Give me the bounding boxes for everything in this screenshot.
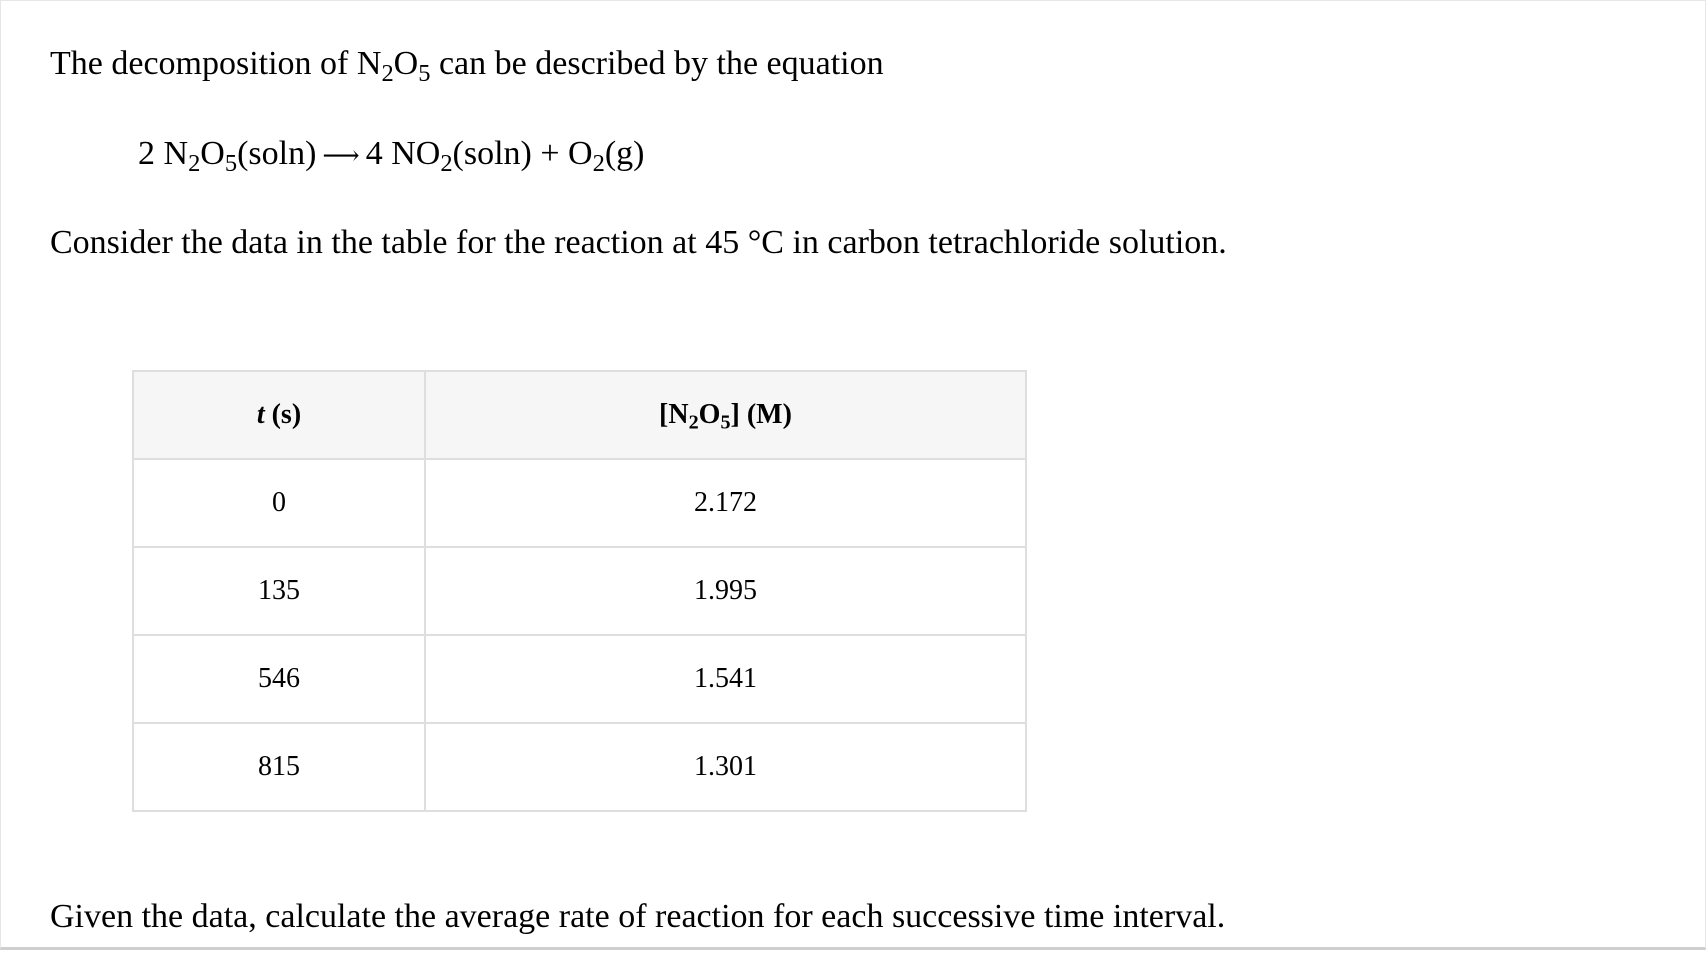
concentration-cell: 2.172 bbox=[425, 459, 1026, 547]
product-2-phase: (g) bbox=[604, 135, 645, 172]
intro-subscript-o: 5 bbox=[418, 59, 431, 87]
table-header-row bbox=[133, 371, 1026, 459]
intro-text bbox=[50, 44, 884, 87]
concentration-cell: 1.995 bbox=[425, 547, 1026, 635]
intro-subscript-n: 2 bbox=[381, 59, 394, 87]
intro-before: The decomposition of N bbox=[50, 45, 382, 82]
reactant-coefficient: 2 N bbox=[138, 135, 189, 172]
header-time bbox=[133, 371, 425, 459]
header-conc-open: [N bbox=[659, 399, 689, 430]
reactant-phase: (soln) bbox=[237, 135, 317, 172]
question-text: Given the data, calculate the average rate of reaction for each successive time interval. bbox=[50, 898, 1226, 935]
table-header bbox=[133, 371, 1026, 459]
table-row bbox=[133, 723, 1026, 811]
reaction-equation bbox=[138, 134, 645, 176]
header-conc-oxygen: O bbox=[698, 399, 721, 430]
time-cell: 135 bbox=[133, 547, 425, 635]
table-row bbox=[133, 635, 1026, 723]
product-1-phase: (soln) + O bbox=[452, 135, 593, 172]
product-1: 4 NO bbox=[365, 135, 441, 172]
intro-oxygen: O bbox=[393, 45, 419, 82]
reaction-arrow-icon: ⟶ bbox=[322, 141, 360, 171]
reactant-oxygen: O bbox=[200, 135, 225, 172]
table-row bbox=[133, 459, 1026, 547]
time-cell: 815 bbox=[133, 723, 425, 811]
header-time-unit: (s) bbox=[264, 399, 302, 430]
header-concentration bbox=[425, 371, 1026, 459]
context-text: Consider the data in the table for the reaction at 45 °C in carbon tetrachloride solution. bbox=[50, 224, 1227, 261]
product-2-subscript: 2 bbox=[592, 149, 605, 177]
time-cell: 546 bbox=[133, 635, 425, 723]
header-conc-subscript-n: 2 bbox=[688, 411, 699, 434]
time-cell: 0 bbox=[133, 459, 425, 547]
table-row bbox=[133, 547, 1026, 635]
table-body bbox=[133, 459, 1026, 811]
product-1-subscript: 2 bbox=[440, 149, 453, 177]
intro-after: can be described by the equation bbox=[430, 45, 884, 82]
data-table bbox=[132, 370, 1027, 812]
reactant-subscript-o: 5 bbox=[224, 149, 238, 177]
header-conc-close: ] (M) bbox=[730, 399, 792, 430]
header-time-variable: t bbox=[256, 399, 265, 430]
concentration-cell: 1.541 bbox=[425, 635, 1026, 723]
reactant-subscript-n: 2 bbox=[188, 149, 201, 177]
concentration-cell: 1.301 bbox=[425, 723, 1026, 811]
header-conc-subscript-o: 5 bbox=[720, 411, 731, 434]
